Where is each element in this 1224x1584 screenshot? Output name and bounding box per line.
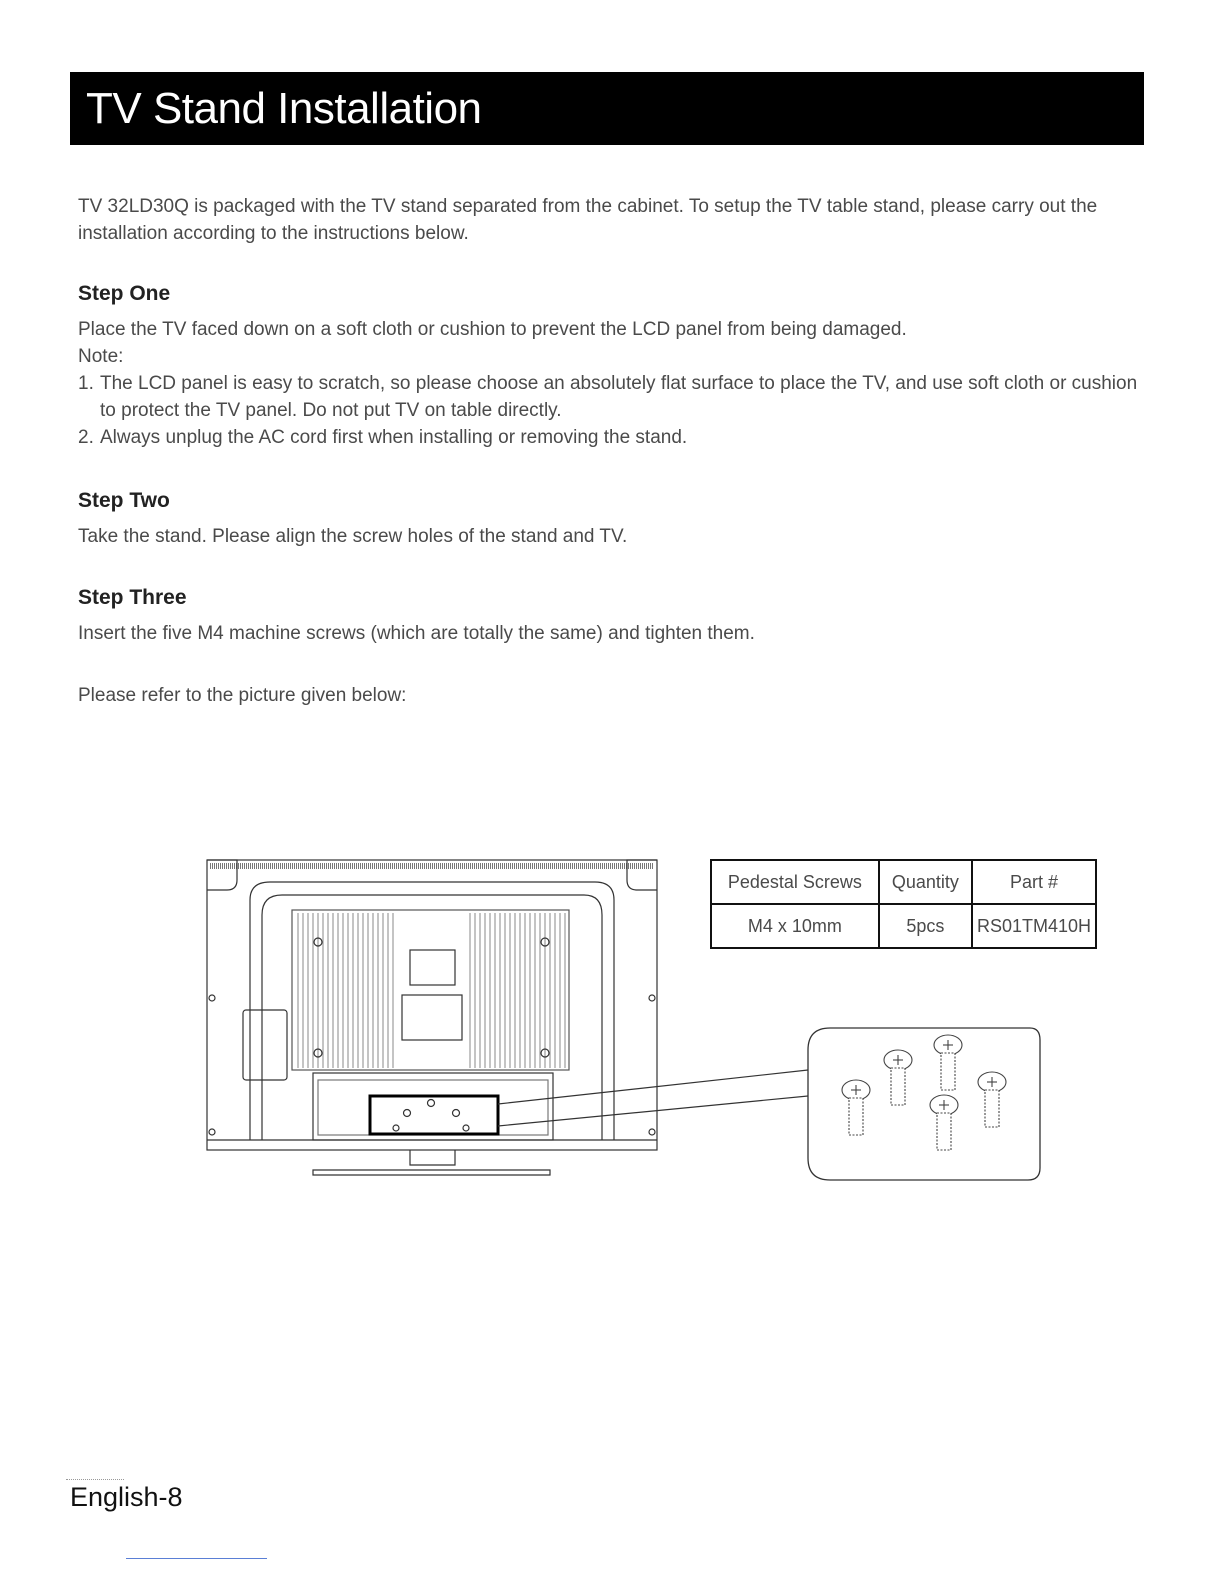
page-number: English-8: [70, 1482, 183, 1512]
table-row: [711, 904, 1096, 948]
note-text: The LCD panel is easy to scratch, so please choose an absolutely flat surface to place the TV, and use soft cloth or cushion to protect the TV panel. Do not put TV on table directly.: [100, 373, 1138, 421]
table-cell: RS01TM410H: [972, 904, 1096, 948]
table-header-cell: Part #: [972, 860, 1096, 904]
page-title: TV Stand Installation: [70, 72, 1144, 145]
step-one-heading: Step One: [78, 282, 171, 305]
screw-icon: [842, 1080, 870, 1135]
intro-paragraph: TV 32LD30Q is packaged with the TV stand separated from the cabinet. To setup the TV table stand, please carry out the installation according to the instructions below.: [78, 196, 1098, 244]
note-label: Note:: [78, 346, 124, 367]
table-header-row: [711, 860, 1096, 904]
table-cell: M4 x 10mm: [711, 904, 879, 948]
screw-icon: [978, 1072, 1006, 1127]
table-cell: 5pcs: [879, 904, 972, 948]
note-number: 1.: [78, 373, 94, 394]
step-three-text: Insert the five M4 machine screws (which are totally the same) and tighten them.: [78, 623, 755, 644]
screw-spec-table: [710, 859, 1097, 949]
table-header-cell: Quantity: [879, 860, 972, 904]
screw-icon: [934, 1035, 962, 1090]
step-two-heading: Step Two: [78, 489, 170, 512]
footer-divider: [66, 1479, 124, 1480]
note-number: 2.: [78, 427, 94, 448]
footer-underline: [126, 1558, 267, 1559]
screw-icon: [884, 1050, 912, 1105]
screw-icon: [930, 1095, 958, 1150]
table-header-cell: Pedestal Screws: [711, 860, 879, 904]
step-one-text: Place the TV faced down on a soft cloth or cushion to prevent the LCD panel from being damaged.: [78, 319, 907, 340]
screw-zoom-callout: [808, 1028, 1040, 1180]
screw-icons: [842, 1035, 1006, 1150]
refer-text: Please refer to the picture given below:: [78, 685, 407, 706]
note-text: Always unplug the AC cord first when installing or removing the stand.: [100, 427, 688, 448]
step-three-heading: Step Three: [78, 586, 187, 609]
step-two-text: Take the stand. Please align the screw holes of the stand and TV.: [78, 526, 628, 547]
